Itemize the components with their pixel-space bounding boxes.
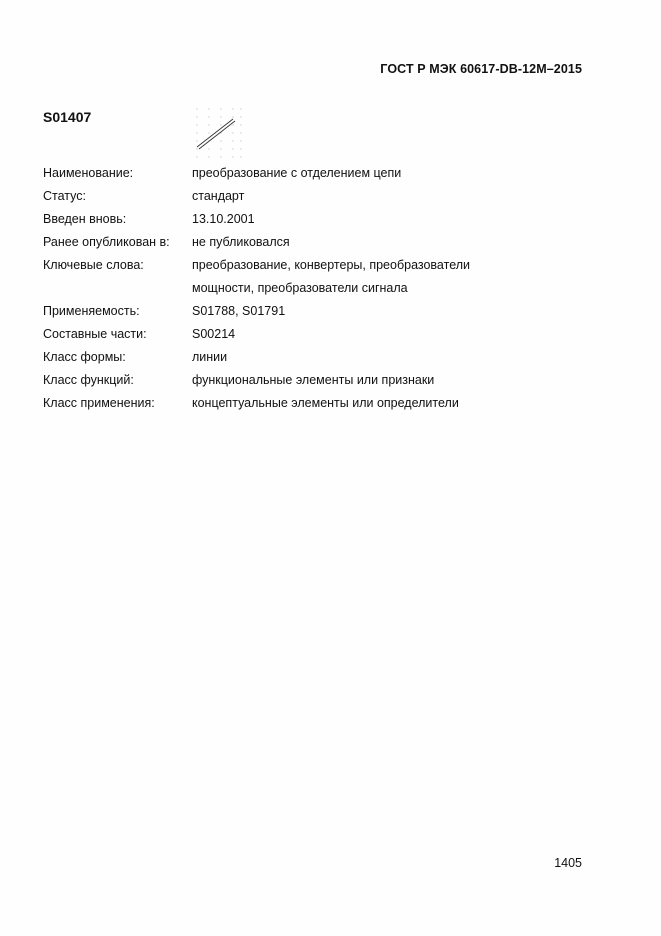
property-list — [43, 163, 603, 416]
property-value: концептуальные элементы или определители — [192, 396, 459, 410]
symbol-code: S01407 — [43, 109, 92, 125]
property-values — [192, 186, 603, 209]
grid-dot — [232, 148, 233, 149]
grid-dot — [232, 156, 233, 157]
property-value: преобразование, конвертеры, преобразователи — [192, 258, 471, 272]
grid-dot — [196, 108, 197, 109]
property-label: Статус: — [43, 189, 86, 203]
property-value: S00214 — [192, 327, 236, 341]
property-label: Ключевые слова: — [43, 258, 144, 272]
grid-dot — [220, 124, 221, 125]
symbol-line-1 — [197, 119, 233, 147]
grid-dot — [240, 108, 241, 109]
property-value: S01788, S01791 — [192, 304, 286, 318]
property-values — [192, 255, 603, 301]
grid-dot — [208, 116, 209, 117]
grid-dot — [232, 124, 233, 125]
grid-dot — [196, 148, 197, 149]
grid-dot — [208, 108, 209, 109]
grid-dot — [240, 140, 241, 141]
grid-dot — [220, 140, 221, 141]
property-values — [192, 209, 603, 232]
grid-dot — [220, 116, 221, 117]
property-row — [43, 301, 603, 324]
property-value: стандарт — [192, 189, 245, 203]
property-label: Класс применения: — [43, 396, 155, 410]
property-row — [43, 232, 603, 255]
standard-header: ГОСТ Р МЭК 60617-DB-12M–2015 — [380, 62, 582, 76]
property-values — [192, 393, 603, 416]
property-values — [192, 301, 603, 324]
grid-dot — [220, 156, 221, 157]
property-value: функциональные элементы или признаки — [192, 373, 435, 387]
property-label: Введен вновь: — [43, 212, 127, 226]
property-value: линии — [192, 350, 228, 364]
page-number: 1405 — [554, 856, 582, 870]
property-value: преобразование с отделением цепи — [192, 166, 402, 180]
property-value: мощности, преобразователи сигнала — [192, 281, 408, 295]
grid-dot — [240, 124, 241, 125]
property-row — [43, 186, 603, 209]
property-row — [43, 370, 603, 393]
property-label: Применяемость: — [43, 304, 140, 318]
grid-dot — [208, 148, 209, 149]
property-label: Класс функций: — [43, 373, 134, 387]
grid-dot — [220, 148, 221, 149]
grid-dot — [208, 132, 209, 133]
grid-dot — [196, 156, 197, 157]
property-label: Наименование: — [43, 166, 134, 180]
grid-dot — [232, 108, 233, 109]
property-values — [192, 347, 603, 370]
symbol-line-2 — [199, 121, 235, 149]
grid-dot — [240, 132, 241, 133]
grid-dot — [196, 116, 197, 117]
grid-dot — [232, 116, 233, 117]
grid-dot — [240, 156, 241, 157]
property-label: Класс формы: — [43, 350, 126, 364]
property-row — [43, 209, 603, 232]
separation-conversion-symbol-icon — [192, 106, 246, 160]
grid-dot — [232, 132, 233, 133]
property-row — [43, 255, 603, 301]
property-label: Составные части: — [43, 327, 147, 341]
grid-dot — [196, 140, 197, 141]
property-values — [192, 324, 603, 347]
property-values — [192, 232, 603, 255]
property-values — [192, 370, 603, 393]
grid-dot — [196, 132, 197, 133]
property-value: не публиковался — [192, 235, 290, 249]
property-values — [192, 163, 603, 186]
property-row — [43, 163, 603, 186]
grid-dot — [232, 140, 233, 141]
property-value: 13.10.2001 — [192, 212, 255, 226]
property-label: Ранее опубликован в: — [43, 235, 170, 249]
property-row — [43, 324, 603, 347]
grid-dot — [196, 124, 197, 125]
grid-dot — [220, 108, 221, 109]
property-row — [43, 347, 603, 370]
grid-dot — [208, 124, 209, 125]
property-row — [43, 393, 603, 416]
grid-dot — [240, 148, 241, 149]
grid-dot — [208, 156, 209, 157]
grid-dot — [240, 116, 241, 117]
